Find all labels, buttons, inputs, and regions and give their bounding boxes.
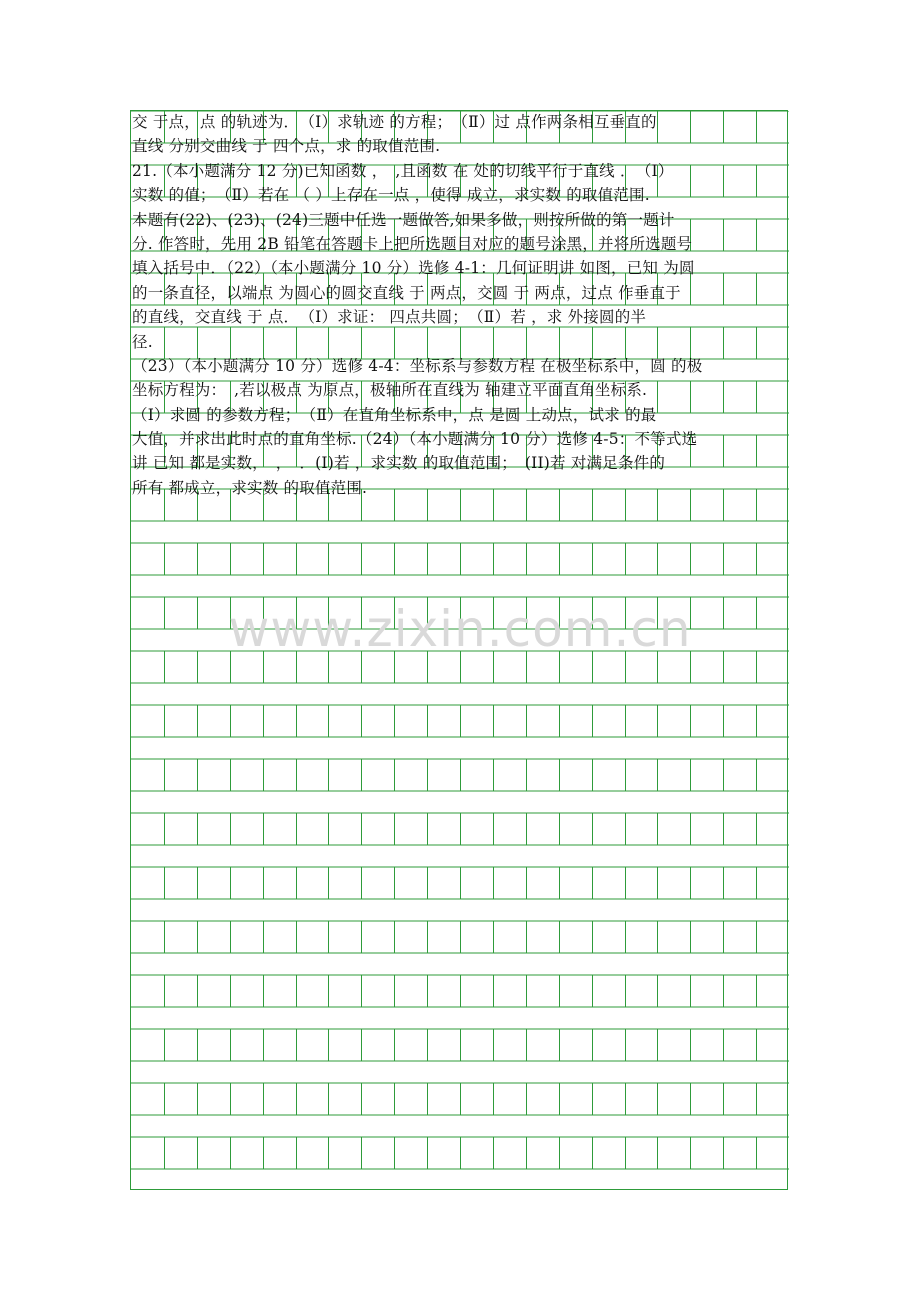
text-line: 填入括号中．（22）（本小题满分 10 分）选修 4-1：几何证明讲 如图，已知 为圆 xyxy=(132,259,695,278)
text-line: 分. 作答时，先用 2B 铅笔在答题卡上把所选题目对应的题号涂黑，并将所选题号 xyxy=(132,234,693,253)
text-line: 大值，并求出此时点的直角坐标.（24）（本小题满分 10 分）选修 4-5：不等式选 xyxy=(132,430,698,449)
text-line: （Ⅰ）求圆 的参数方程； （Ⅱ）在直角坐标系中，点 是圆 上动点，试求 的最 xyxy=(132,405,657,424)
document-text xyxy=(132,110,788,500)
text-line: 坐标方程为： ,若以极点 为原点，极轴所在直线为 轴建立平面直角坐标系. xyxy=(132,381,648,400)
text-line: 交 于点，点 的轨迹为． （Ⅰ）求轨迹 的方程； （Ⅱ）过 点作两条相互垂直的 xyxy=(132,113,657,131)
text-line: （23）（本小题满分 10 分）选修 4-4：坐标系与参数方程 在极坐标系中，圆 的极 xyxy=(132,356,703,375)
text-line: 讲 已知 都是实数， ， ．(I)若 ，求实数 的取值范围； (II)若 对满足条件的 xyxy=(132,454,666,473)
text-line: 的一条直径，以端点 为圆心的圆交直线 于 两点，交圆 于 两点，过点 作垂直于 xyxy=(132,283,681,302)
text-line: 的直线，交直线 于 点． （Ⅰ）求证： 四点共圆； （Ⅱ）若 ，求 外接圆的半 xyxy=(132,308,647,327)
text-line: 直线 分别交曲线 于 四个点，求 的取值范围. xyxy=(132,137,441,156)
text-line: 所有 都成立，求实数 的取值范围. xyxy=(132,478,368,497)
text-line: 本题有(22)、(23)、(24)三题中任选一题做答,如果多做，则按所做的第一题计 xyxy=(132,210,675,229)
text-line: 径. xyxy=(132,332,153,351)
text-line: 21.（本小题满分 12 分)已知函数 ， ,且函数 在 处的切线平行于直线 ． （Ⅰ） xyxy=(132,161,674,180)
text-line: 实数 的值； （Ⅱ）若在 （ ）上存在一点 ，使得 成立，求实数 的取值范围. xyxy=(132,186,650,205)
watermark-text: www.zixin.com.cn xyxy=(228,600,692,658)
